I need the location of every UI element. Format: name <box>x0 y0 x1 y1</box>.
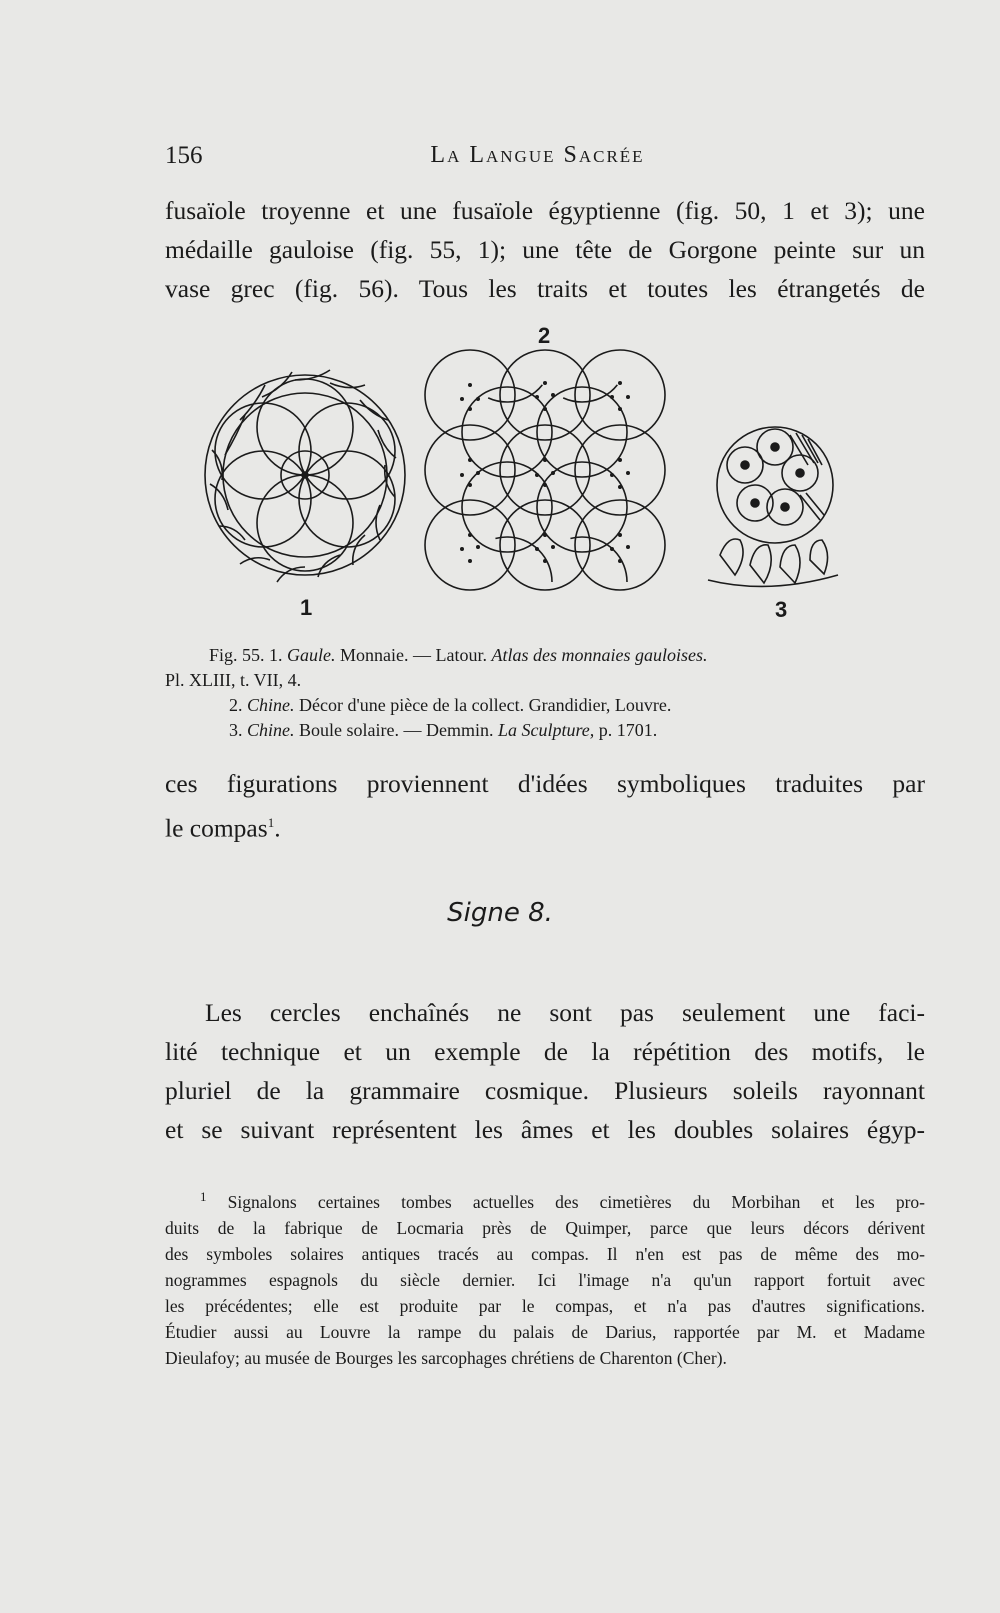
footnote-line: $^1$ Signalons certaines tombes actuelles des cimetières du Morbihan et les pro- <box>200 1189 925 1212</box>
caption-line-2: Pl. XLIII, t. VII, 4. <box>165 670 302 690</box>
text-line: Les cercles enchaînés ne sont pas seulement une faci- <box>205 998 925 1027</box>
footnote-reference[interactable]: 1 <box>267 815 275 830</box>
solar-ball-drawing <box>708 427 838 586</box>
footnote <box>165 1184 925 1371</box>
footnote-line: duits de la fabrique de Locmaria près de Quimper, parce que leurs décors dérivent <box>165 1217 925 1238</box>
text-line: et se suivant représentent les âmes et les doubles solaires égyp- <box>165 1115 925 1144</box>
figure-label-1: 1 <box>300 595 313 620</box>
figure-55 <box>200 323 900 635</box>
caption-line-3: 2. Chine. Décor d'une pièce de la collect. Grandidier, Louvre. <box>229 695 672 715</box>
paragraph-3 <box>165 993 925 1149</box>
text-line: lité technique et un exemple de la répétition des motifs, le <box>165 1037 925 1066</box>
figure-caption <box>165 643 905 743</box>
running-title: La Langue Sacrée <box>430 142 645 168</box>
footnote-line: Dieulafoy; au musée de Bourges les sarcophages chrétiens de Charenton (Cher). <box>165 1347 727 1368</box>
chain-circles-drawing <box>425 335 665 627</box>
section-heading: Signe 8. <box>447 898 553 928</box>
gaul-coin-drawing <box>205 370 405 582</box>
figure-label-2: 2 <box>538 323 551 348</box>
page-header <box>165 142 910 182</box>
text-line: ces figurations proviennent d'idées symboliques traduites par <box>165 769 925 798</box>
text-line: fusaïole troyenne et une fusaïole égyptienne (fig. 50, 1 et 3); une <box>165 196 925 225</box>
figure-label-3: 3 <box>775 597 788 622</box>
caption-line-4: 3. Chine. Boule solaire. — Demmin. La Sculpture, p. 1701. <box>229 720 658 740</box>
text-line: médaille gauloise (fig. 55, 1); une tête de Gorgone peinte sur un <box>165 235 925 264</box>
footnote-line: nogrammes espagnols du siècle dernier. Ici l'image n'a qu'un rapport fortuit avec <box>165 1269 925 1290</box>
footnote-line: Étudier aussi au Louvre la rampe du palais de Darius, rapportée par M. et Madame <box>165 1321 925 1342</box>
text-line: vase grec (fig. 56). Tous les traits et toutes les étrangetés de <box>165 274 925 303</box>
page-number: 156 <box>165 142 203 169</box>
text-line: pluriel de la grammaire cosmique. Plusieurs soleils rayonnant <box>165 1076 925 1105</box>
footnote-line: les précédentes; elle est produite par le compas, et n'a pas d'autres significations. <box>165 1295 925 1316</box>
paragraph-2 <box>165 764 925 848</box>
footnote-mark: 1 <box>200 1189 207 1204</box>
caption-line-1: Fig. 55. 1. Gaule. Monnaie. — Latour. Atlas des monnaies gauloises. <box>209 645 708 665</box>
paragraph-1 <box>165 191 925 308</box>
figure-illustration <box>200 335 900 635</box>
text-line: le compas$^1$. <box>165 813 281 843</box>
footnote-line: des symboles solaires antiques tracés au compas. Il n'en est pas de même des mo- <box>165 1243 925 1264</box>
